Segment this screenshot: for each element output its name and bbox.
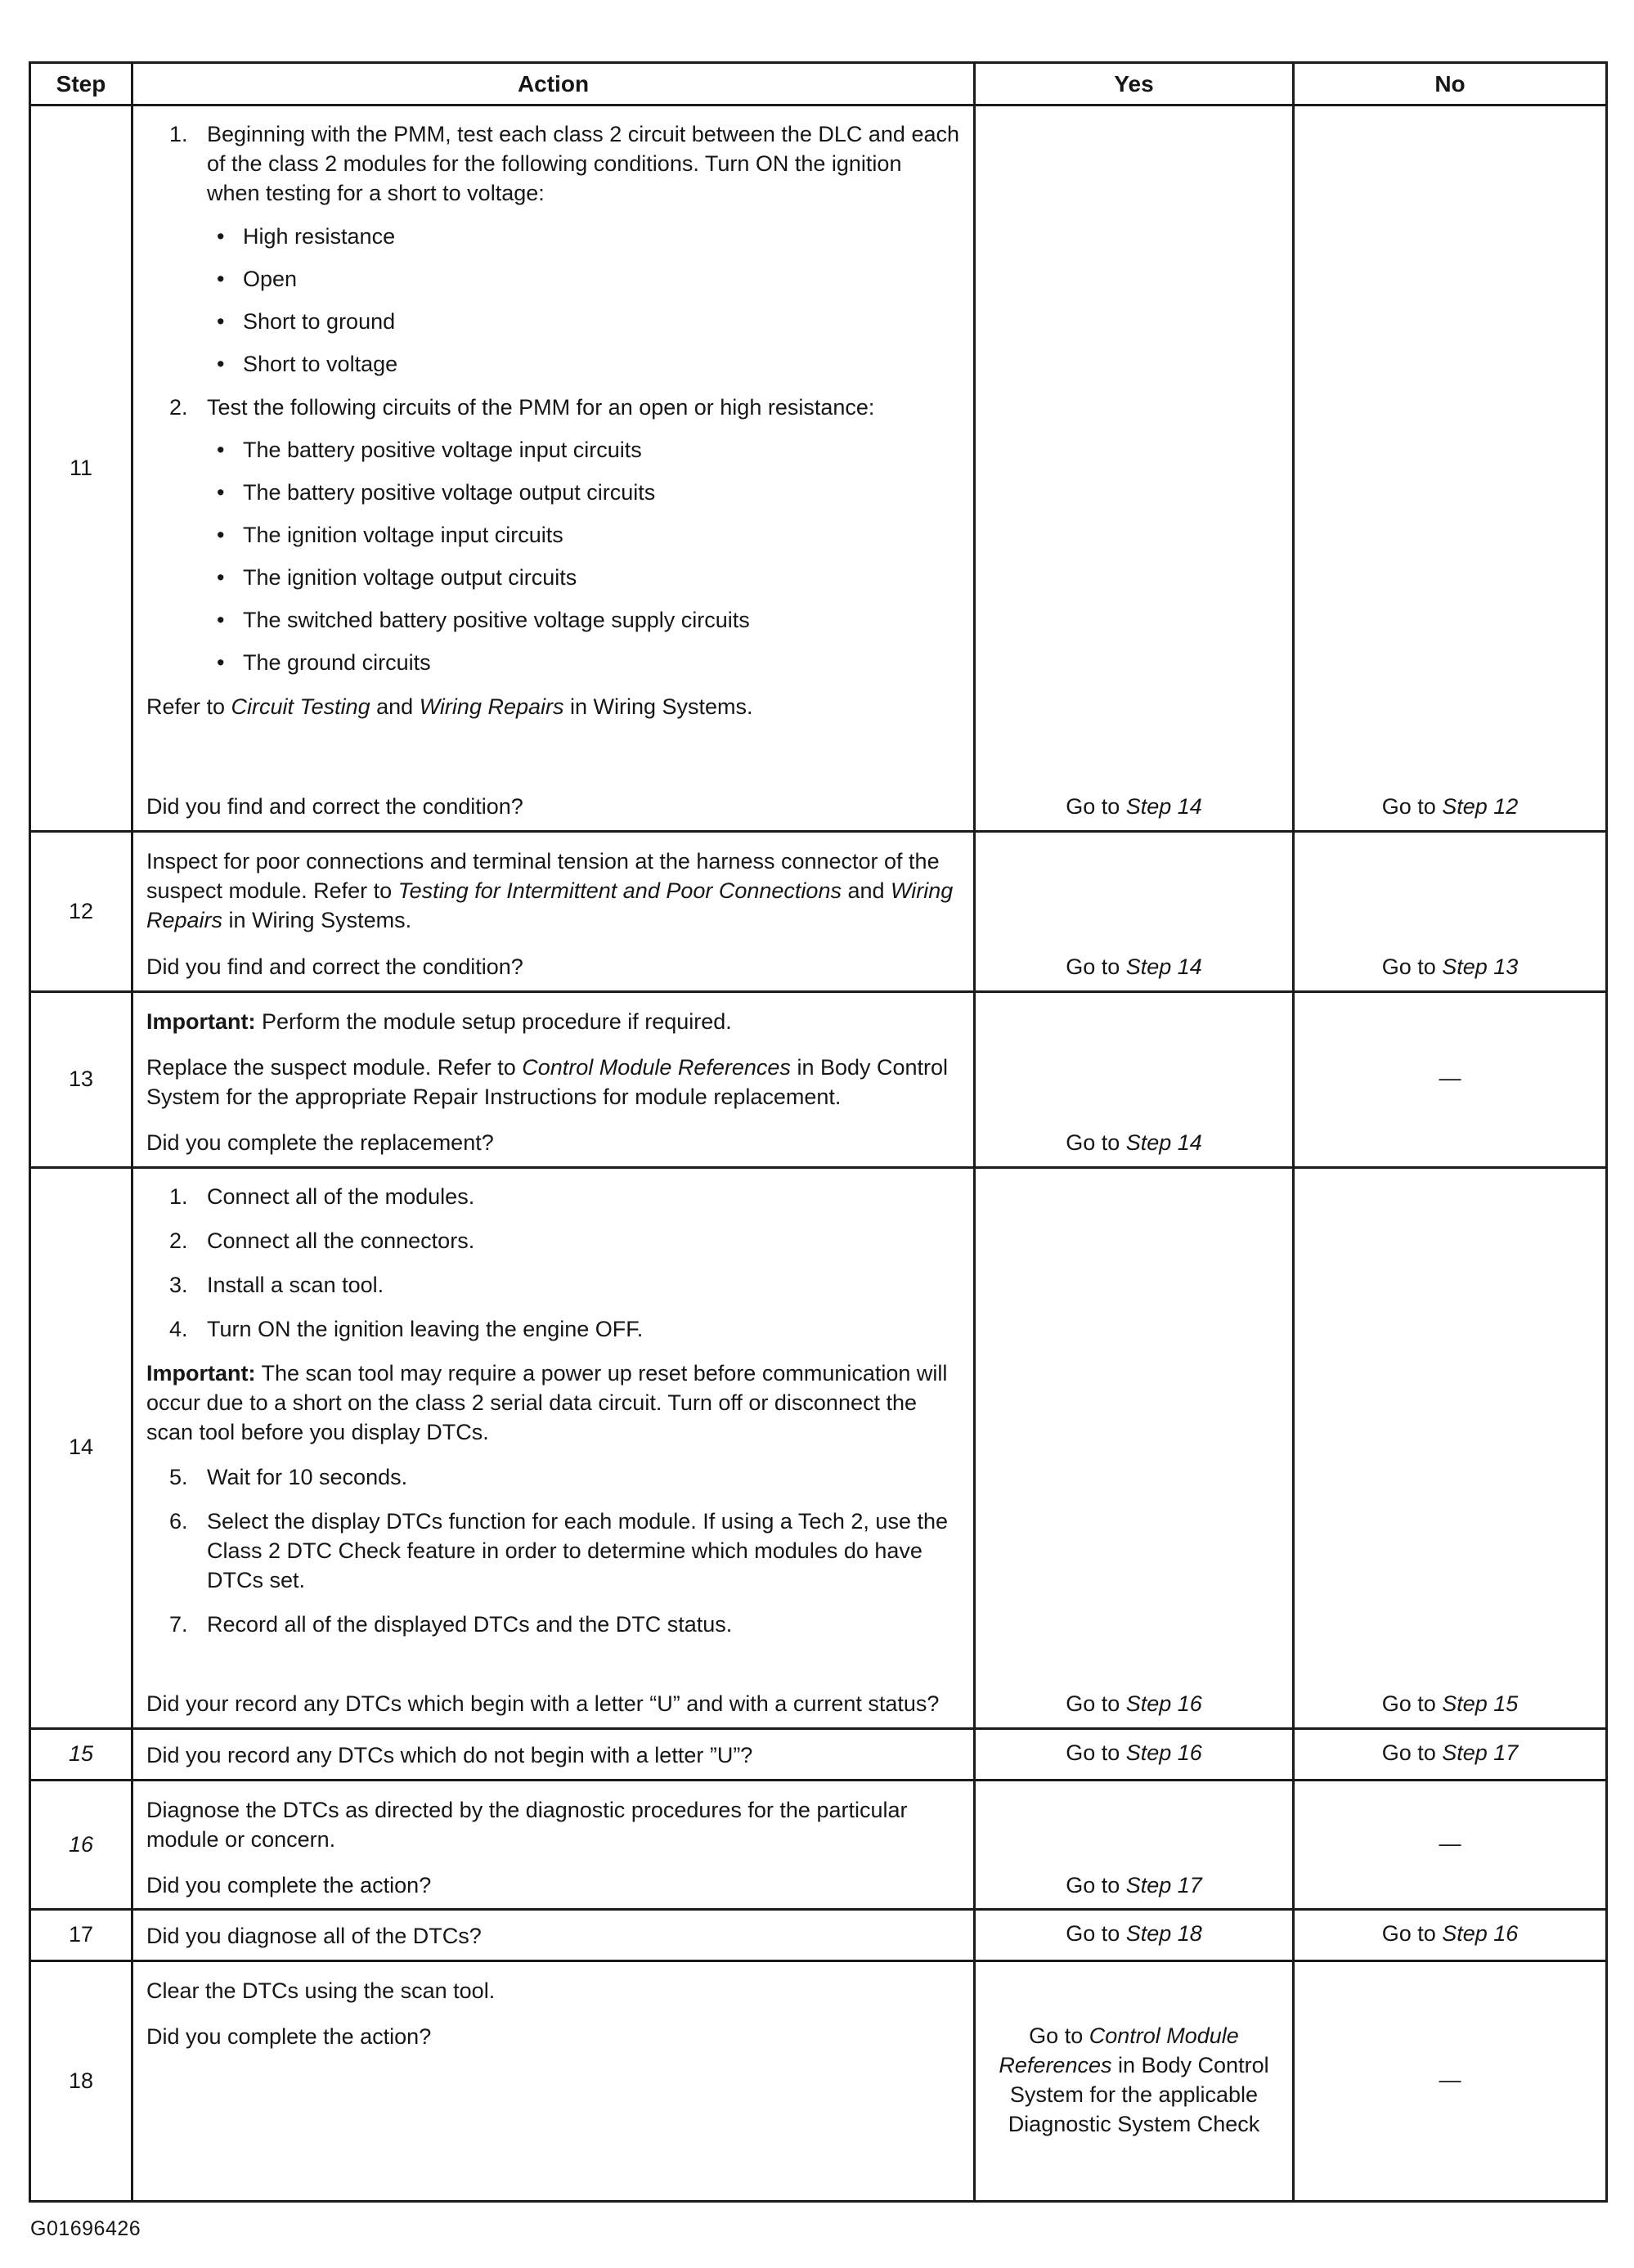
item-number: 2. bbox=[169, 1228, 188, 1253]
text-run: Go to bbox=[1066, 1921, 1126, 1947]
bullet-dot-icon: • bbox=[217, 480, 225, 505]
goto-text bbox=[1382, 1920, 1519, 1949]
text-run: Inspect for poor connections and terminal tension at the harness connector of the suspect module. Refer to bbox=[146, 849, 940, 904]
item-text bbox=[207, 1183, 960, 1212]
numbered-item bbox=[169, 1507, 960, 1596]
table-row-step-16 bbox=[30, 1780, 1607, 1910]
table-row-step-15 bbox=[30, 1728, 1607, 1780]
item-text bbox=[207, 1463, 960, 1493]
text-run: Clear the DTCs using the scan tool. bbox=[146, 1978, 496, 2004]
goto-text bbox=[1382, 953, 1519, 982]
item-text bbox=[207, 393, 960, 423]
question-text bbox=[146, 1741, 960, 1771]
bullet-dot-icon: • bbox=[217, 266, 225, 291]
bullet-dot-icon: • bbox=[217, 438, 225, 463]
text-run: in Wiring Systems. bbox=[563, 694, 753, 719]
goto-text bbox=[1439, 1064, 1461, 1094]
bullet-text bbox=[243, 436, 960, 465]
yes-cell bbox=[975, 106, 1294, 832]
paragraph bbox=[146, 1359, 960, 1448]
text-run: Step 13 bbox=[1442, 954, 1519, 980]
bullet-item bbox=[217, 564, 960, 593]
yes-cell bbox=[975, 1728, 1294, 1780]
text-run: Connect all the connectors. bbox=[207, 1228, 475, 1253]
text-run: The ignition voltage output circuits bbox=[243, 565, 577, 591]
paragraph bbox=[146, 2023, 960, 2052]
question-text bbox=[146, 1682, 960, 1719]
diagnostic-table bbox=[29, 61, 1608, 2203]
paragraph bbox=[146, 847, 960, 936]
question-text bbox=[146, 1121, 960, 1158]
paragraph bbox=[146, 1977, 960, 2006]
text-run: Circuit Testing bbox=[231, 694, 370, 719]
paragraph bbox=[146, 1796, 960, 1855]
action-cell bbox=[132, 1728, 975, 1780]
text-run: Step 16 bbox=[1125, 1691, 1202, 1716]
numbered-item bbox=[169, 120, 960, 209]
bullet-item bbox=[217, 606, 960, 635]
text-run: Go to bbox=[1029, 2023, 1089, 2049]
text-run: Replace the suspect module. Refer to bbox=[146, 1055, 523, 1080]
text-run: Go to bbox=[1066, 1130, 1126, 1155]
text-run: Go to bbox=[1381, 954, 1443, 980]
text-run: Control Module References bbox=[999, 2023, 1239, 2077]
text-run: Step 12 bbox=[1442, 794, 1519, 820]
bullet-dot-icon: • bbox=[217, 523, 225, 548]
action-cell bbox=[132, 832, 975, 992]
action-content bbox=[146, 1788, 960, 1901]
goto-text bbox=[1066, 1129, 1202, 1158]
text-run: Step 17 bbox=[1125, 1872, 1202, 1897]
numbered-item bbox=[169, 1227, 960, 1256]
text-run: Did you find and correct the condition? bbox=[146, 954, 523, 980]
yes-cell bbox=[975, 1167, 1294, 1728]
text-run: The scan tool may require a power up reset before communication will occur due to a short on the class 2 serial data circuit. Turn off or disconnect the scan tool before you display DTCs. bbox=[146, 1361, 948, 1445]
text-run: Beginning with the PMM, test each class 2 circuit between the DLC and each of the class 2 modules for the following conditions. Turn ON the ignition when testing for a short to voltage: bbox=[207, 122, 959, 206]
numbered-item bbox=[169, 1315, 960, 1345]
goto-text bbox=[1066, 1871, 1202, 1901]
table-row-step-18 bbox=[30, 1961, 1607, 2202]
step-number: 17 bbox=[30, 1910, 132, 1961]
item-number: 4. bbox=[169, 1316, 188, 1341]
no-cell bbox=[1294, 1961, 1607, 2202]
text-run: Did your record any DTCs which begin with a letter “U” and with a current status? bbox=[146, 1691, 940, 1716]
bullet-item bbox=[217, 265, 960, 294]
text-run: Go to bbox=[1381, 1740, 1443, 1765]
table-body bbox=[30, 106, 1607, 2202]
yes-cell bbox=[975, 832, 1294, 992]
goto-text bbox=[1066, 1920, 1202, 1949]
step-number: 12 bbox=[30, 832, 132, 992]
action-content bbox=[146, 1917, 960, 1951]
bullet-dot-icon: • bbox=[217, 223, 225, 249]
bullet-dot-icon: • bbox=[217, 351, 225, 376]
question-text bbox=[146, 945, 960, 982]
goto-text bbox=[1439, 2066, 1461, 2095]
text-run: — bbox=[1439, 1830, 1461, 1856]
action-cell bbox=[132, 1167, 975, 1728]
action-content bbox=[146, 839, 960, 982]
text-run: Record all of the displayed DTCs and the DTC status. bbox=[207, 1611, 733, 1637]
text-run: Go to bbox=[1066, 794, 1126, 820]
paragraph bbox=[146, 693, 960, 722]
step-number: 15 bbox=[30, 1728, 132, 1780]
text-run: Did you find and correct the condition? bbox=[146, 794, 523, 820]
bullet-text bbox=[243, 222, 960, 252]
figure-code: G01696426 bbox=[30, 2217, 141, 2241]
goto-reference bbox=[984, 839, 1284, 982]
bullet-item bbox=[217, 478, 960, 508]
item-number: 2. bbox=[169, 394, 188, 420]
goto-reference bbox=[984, 1788, 1284, 1901]
goto-text bbox=[984, 2022, 1284, 2140]
paragraph bbox=[146, 1008, 960, 1037]
table-row-step-13 bbox=[30, 992, 1607, 1168]
no-cell bbox=[1294, 1780, 1607, 1910]
text-run: Step 15 bbox=[1442, 1691, 1519, 1716]
item-text bbox=[207, 1610, 960, 1640]
bullet-text bbox=[243, 308, 960, 337]
text-run: Did you complete the action? bbox=[146, 1872, 432, 1897]
table-row-step-17 bbox=[30, 1910, 1607, 1961]
bullet-dot-icon: • bbox=[217, 565, 225, 591]
bullet-dot-icon: • bbox=[217, 608, 225, 633]
text-run: Go to bbox=[1066, 954, 1126, 980]
bullet-item bbox=[217, 308, 960, 337]
item-text bbox=[207, 1315, 960, 1345]
item-text bbox=[207, 1507, 960, 1596]
text-run: Connect all of the modules. bbox=[207, 1183, 475, 1209]
bullet-item bbox=[217, 521, 960, 550]
goto-text bbox=[1439, 1830, 1461, 1859]
goto-reference bbox=[984, 999, 1284, 1158]
text-run: Perform the module setup procedure if required. bbox=[255, 1009, 732, 1035]
goto-reference bbox=[1303, 839, 1597, 982]
goto-text bbox=[1066, 953, 1202, 982]
action-cell bbox=[132, 106, 975, 832]
text-run: in Wiring Systems. bbox=[222, 908, 412, 933]
bullet-text bbox=[243, 564, 960, 593]
text-run: High resistance bbox=[243, 223, 396, 249]
text-run: Go to bbox=[1066, 1872, 1126, 1897]
bullet-text bbox=[243, 265, 960, 294]
no-action-dash bbox=[1303, 1969, 1597, 2192]
no-cell bbox=[1294, 1167, 1607, 1728]
text-run: Did you diagnose all of the DTCs? bbox=[146, 1924, 482, 1949]
table-row-step-12 bbox=[30, 832, 1607, 992]
item-number: 7. bbox=[169, 1611, 188, 1637]
item-number: 3. bbox=[169, 1272, 188, 1297]
action-content bbox=[146, 999, 960, 1158]
header-action: Action bbox=[132, 63, 975, 106]
action-content bbox=[146, 1175, 960, 1719]
action-cell bbox=[132, 1961, 975, 2202]
text-run: Step 17 bbox=[1442, 1740, 1519, 1765]
question-text bbox=[146, 1922, 960, 1951]
paragraph bbox=[146, 1053, 960, 1112]
bullet-dot-icon: • bbox=[217, 650, 225, 676]
bullet-dot-icon: • bbox=[217, 308, 225, 334]
action-cell bbox=[132, 992, 975, 1168]
goto-text bbox=[1382, 1739, 1519, 1768]
text-run: Did you record any DTCs which do not begin with a letter ”U”? bbox=[146, 1742, 753, 1767]
numbered-item bbox=[169, 1463, 960, 1493]
goto-text bbox=[1066, 1739, 1202, 1768]
action-content bbox=[146, 1969, 960, 2192]
text-run: Go to bbox=[1066, 1691, 1126, 1716]
bullet-text bbox=[243, 606, 960, 635]
question-text bbox=[146, 784, 960, 822]
text-run: in Body Control System for the appropriate Repair Instructions for module replacement. bbox=[146, 1055, 949, 1110]
numbered-item bbox=[169, 393, 960, 423]
goto-text bbox=[1066, 1690, 1202, 1719]
text-run: The battery positive voltage input circuits bbox=[243, 438, 642, 463]
text-run: Go to bbox=[1066, 1740, 1126, 1765]
text-run: — bbox=[1439, 2067, 1461, 2092]
bullet-text bbox=[243, 478, 960, 508]
goto-reference bbox=[1303, 1175, 1597, 1719]
goto-reference bbox=[984, 113, 1284, 822]
step-number: 18 bbox=[30, 1961, 132, 2202]
bullet-item bbox=[217, 436, 960, 465]
text-run: Step 18 bbox=[1125, 1921, 1202, 1947]
no-cell bbox=[1294, 832, 1607, 992]
no-cell bbox=[1294, 992, 1607, 1168]
step-number: 13 bbox=[30, 992, 132, 1168]
text-run: — bbox=[1439, 1066, 1461, 1091]
text-run: and bbox=[841, 878, 891, 904]
goto-reference bbox=[984, 1736, 1284, 1771]
text-run: Step 16 bbox=[1442, 1921, 1519, 1947]
numbered-item bbox=[169, 1183, 960, 1212]
goto-text bbox=[1066, 793, 1202, 822]
no-action-dash bbox=[1303, 999, 1597, 1158]
text-run: Short to voltage bbox=[243, 351, 398, 376]
numbered-item bbox=[169, 1271, 960, 1300]
step-number: 14 bbox=[30, 1167, 132, 1728]
yes-cell bbox=[975, 1910, 1294, 1961]
text-run: Test the following circuits of the PMM for an open or high resistance: bbox=[207, 394, 875, 420]
text-run: Step 16 bbox=[1125, 1740, 1202, 1765]
text-run: Step 14 bbox=[1125, 794, 1202, 820]
text-run: Testing for Intermittent and Poor Connections bbox=[397, 878, 842, 904]
goto-text bbox=[1382, 793, 1519, 822]
text-run: The battery positive voltage output circuits bbox=[243, 480, 656, 505]
text-run: Did you complete the replacement? bbox=[146, 1130, 494, 1155]
yes-cell bbox=[975, 992, 1294, 1168]
text-run: Refer to bbox=[146, 694, 231, 719]
text-run: Go to bbox=[1381, 1921, 1443, 1947]
goto-reference bbox=[984, 1917, 1284, 1951]
bullet-text bbox=[243, 521, 960, 550]
goto-reference bbox=[1303, 1917, 1597, 1951]
text-run: Wiring Repairs bbox=[419, 694, 564, 719]
no-cell bbox=[1294, 1728, 1607, 1780]
text-run: Install a scan tool. bbox=[207, 1272, 384, 1297]
text-run: and bbox=[370, 694, 420, 719]
action-cell bbox=[132, 1910, 975, 1961]
text-run: The ground circuits bbox=[243, 650, 431, 676]
header-no: No bbox=[1294, 63, 1607, 106]
item-number: 1. bbox=[169, 1183, 188, 1209]
header-step: Step bbox=[30, 63, 132, 106]
table-row-step-14 bbox=[30, 1167, 1607, 1728]
no-cell bbox=[1294, 106, 1607, 832]
text-run: Diagnose the DTCs as directed by the diagnostic procedures for the particular module or concern. bbox=[146, 1797, 908, 1852]
item-text bbox=[207, 1227, 960, 1256]
header-yes: Yes bbox=[975, 63, 1294, 106]
text-run: Turn ON the ignition leaving the engine OFF. bbox=[207, 1316, 644, 1341]
item-number: 1. bbox=[169, 122, 188, 147]
item-text bbox=[207, 1271, 960, 1300]
text-run: Important: bbox=[146, 1009, 256, 1035]
goto-reference bbox=[1303, 113, 1597, 822]
action-content bbox=[146, 113, 960, 822]
text-run: Go to bbox=[1381, 1691, 1443, 1716]
goto-text bbox=[1382, 1690, 1519, 1719]
text-run: Select the display DTCs function for each module. If using a Tech 2, use the Class 2 DTC Check feature in order to determine which modules do have DTCs set. bbox=[207, 1509, 949, 1592]
bullet-text bbox=[243, 649, 960, 678]
no-action-dash bbox=[1303, 1788, 1597, 1901]
numbered-item bbox=[169, 1610, 960, 1640]
bullet-item bbox=[217, 350, 960, 379]
item-number: 6. bbox=[169, 1509, 188, 1534]
text-run: Wiring Repairs bbox=[146, 878, 954, 933]
text-run: Step 14 bbox=[1125, 1130, 1202, 1155]
yes-cell bbox=[975, 1780, 1294, 1910]
yes-cell bbox=[975, 1961, 1294, 2202]
text-run: Important: bbox=[146, 1361, 256, 1386]
item-number: 5. bbox=[169, 1465, 188, 1490]
action-content bbox=[146, 1736, 960, 1771]
text-run: Control Module References bbox=[522, 1055, 791, 1080]
no-cell bbox=[1294, 1910, 1607, 1961]
text-run: in Body Control System for the applicable Diagnostic System Check bbox=[1008, 2052, 1269, 2136]
goto-reference bbox=[1303, 1736, 1597, 1771]
question-text bbox=[146, 1863, 960, 1901]
text-run: Open bbox=[243, 266, 298, 291]
step-number: 16 bbox=[30, 1780, 132, 1910]
table-row-step-11 bbox=[30, 106, 1607, 832]
table-header bbox=[30, 63, 1607, 106]
item-text bbox=[207, 120, 960, 209]
bullet-item bbox=[217, 649, 960, 678]
text-run: The switched battery positive voltage supply circuits bbox=[243, 608, 750, 633]
text-run: Wait for 10 seconds. bbox=[207, 1465, 408, 1490]
header-row bbox=[30, 63, 1607, 106]
goto-reference bbox=[984, 1969, 1284, 2192]
text-run: Step 14 bbox=[1125, 954, 1202, 980]
text-run: Short to ground bbox=[243, 308, 396, 334]
goto-reference bbox=[984, 1175, 1284, 1719]
text-run: Go to bbox=[1381, 794, 1443, 820]
bullet-text bbox=[243, 350, 960, 379]
step-number: 11 bbox=[30, 106, 132, 832]
bullet-item bbox=[217, 222, 960, 252]
text-run: Did you complete the action? bbox=[146, 2024, 432, 2050]
action-cell bbox=[132, 1780, 975, 1910]
text-run: The ignition voltage input circuits bbox=[243, 523, 563, 548]
